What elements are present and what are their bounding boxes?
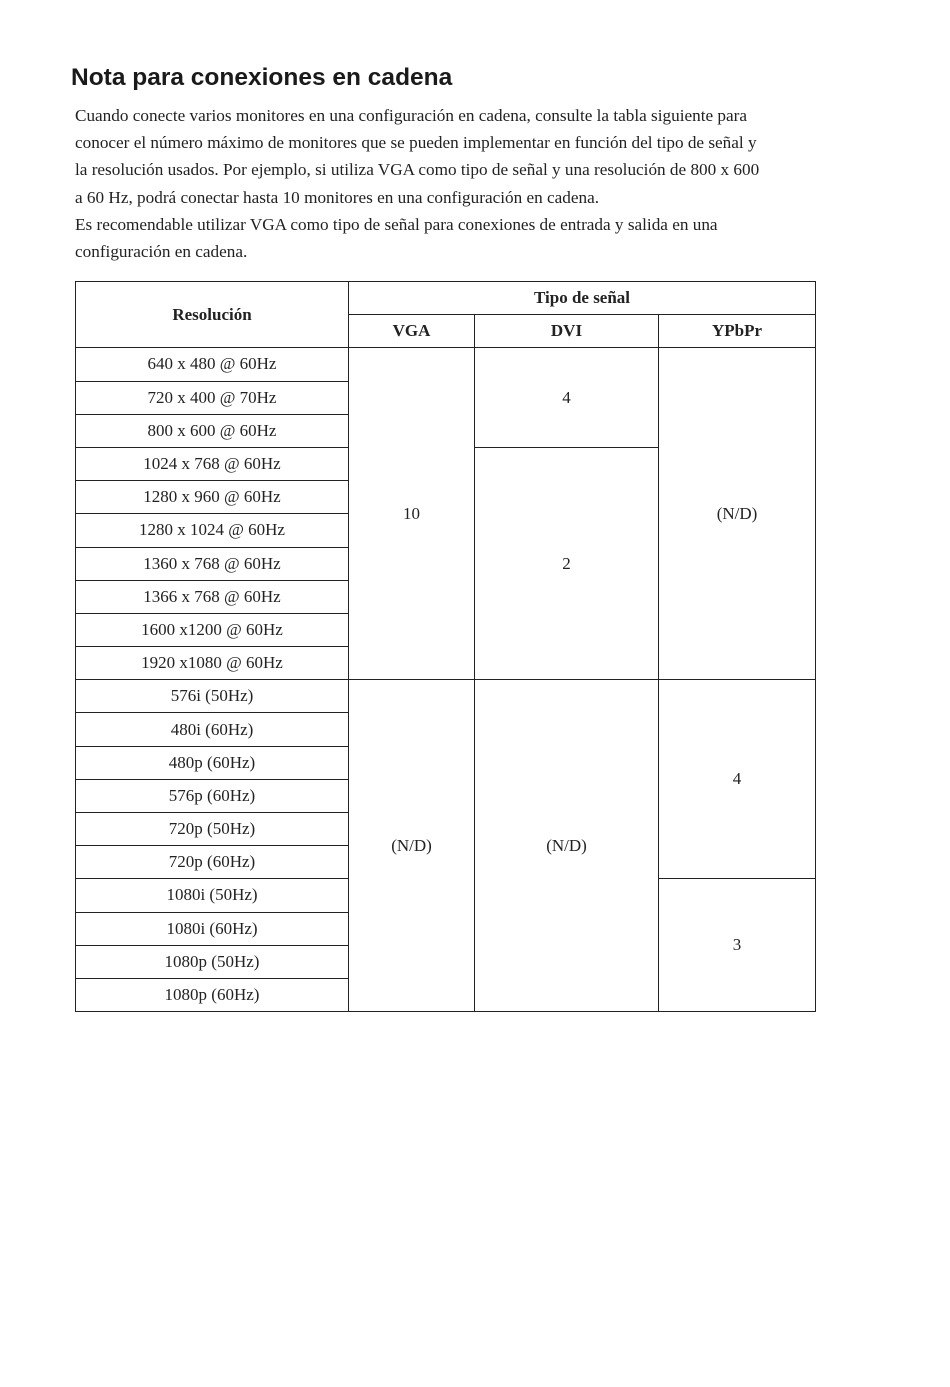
dvi-pc-low-cell: 4 <box>475 348 659 448</box>
resolution-cell: 1080p (50Hz) <box>76 945 349 978</box>
resolution-cell: 720 x 400 @ 70Hz <box>76 381 349 414</box>
intro-line: Es recomendable utilizar VGA como tipo de señal para conexiones de entrada y salida en una <box>75 214 718 234</box>
resolution-cell: 1360 x 768 @ 60Hz <box>76 547 349 580</box>
resolution-cell: 1024 x 768 @ 60Hz <box>76 447 349 480</box>
resolution-cell: 1280 x 1024 @ 60Hz <box>76 514 349 547</box>
intro-line: Cuando conecte varios monitores en una configuración en cadena, consulte la tabla siguiente para <box>75 106 747 125</box>
page-title: Nota para conexiones en cadena <box>71 64 453 91</box>
resolution-cell: 1280 x 960 @ 60Hz <box>76 481 349 514</box>
ypbpr-video-sd-cell: 4 <box>659 680 816 879</box>
resolution-cell: 720p (50Hz) <box>76 813 349 846</box>
resolution-cell: 1920 x1080 @ 60Hz <box>76 647 349 680</box>
resolution-cell: 576i (50Hz) <box>76 680 349 713</box>
vga-pc-cell: 10 <box>349 348 475 680</box>
resolution-cell: 1080i (50Hz) <box>76 879 349 912</box>
daisy-chain-table <box>75 281 816 1012</box>
intro-line: la resolución usados. Por ejemplo, si utiliza VGA como tipo de señal y una resolución de 800 x 600 <box>75 160 760 180</box>
header-dvi: DVI <box>475 315 659 348</box>
intro-paragraph <box>75 102 835 265</box>
resolution-cell: 1080i (60Hz) <box>76 912 349 945</box>
header-vga: VGA <box>349 315 475 348</box>
header-ypbpr: YPbPr <box>659 315 816 348</box>
intro-line: configuración en cadena. <box>75 242 248 262</box>
table-row <box>76 680 816 713</box>
header-signal-type: Tipo de señal <box>349 282 816 315</box>
resolution-cell: 720p (60Hz) <box>76 846 349 879</box>
dvi-pc-high-cell: 2 <box>475 447 659 679</box>
resolution-cell: 480i (60Hz) <box>76 713 349 746</box>
resolution-cell: 800 x 600 @ 60Hz <box>76 414 349 447</box>
ypbpr-pc-cell: (N/D) <box>659 348 816 680</box>
table-header-row <box>76 282 816 315</box>
vga-video-cell: (N/D) <box>349 680 475 1012</box>
resolution-cell: 640 x 480 @ 60Hz <box>76 348 349 381</box>
ypbpr-video-1080-cell: 3 <box>659 879 816 1012</box>
resolution-cell: 480p (60Hz) <box>76 746 349 779</box>
intro-line: conocer el número máximo de monitores que se pueden implementar en función del tipo de señal y <box>75 133 757 153</box>
dvi-video-cell: (N/D) <box>475 680 659 1012</box>
header-resolution: Resolución <box>76 282 349 348</box>
resolution-cell: 1080p (60Hz) <box>76 978 349 1011</box>
table-row <box>76 348 816 381</box>
intro-line: a 60 Hz, podrá conectar hasta 10 monitores en una configuración en cadena. <box>75 187 600 207</box>
resolution-cell: 576p (60Hz) <box>76 779 349 812</box>
resolution-cell: 1366 x 768 @ 60Hz <box>76 580 349 613</box>
resolution-cell: 1600 x1200 @ 60Hz <box>76 613 349 646</box>
